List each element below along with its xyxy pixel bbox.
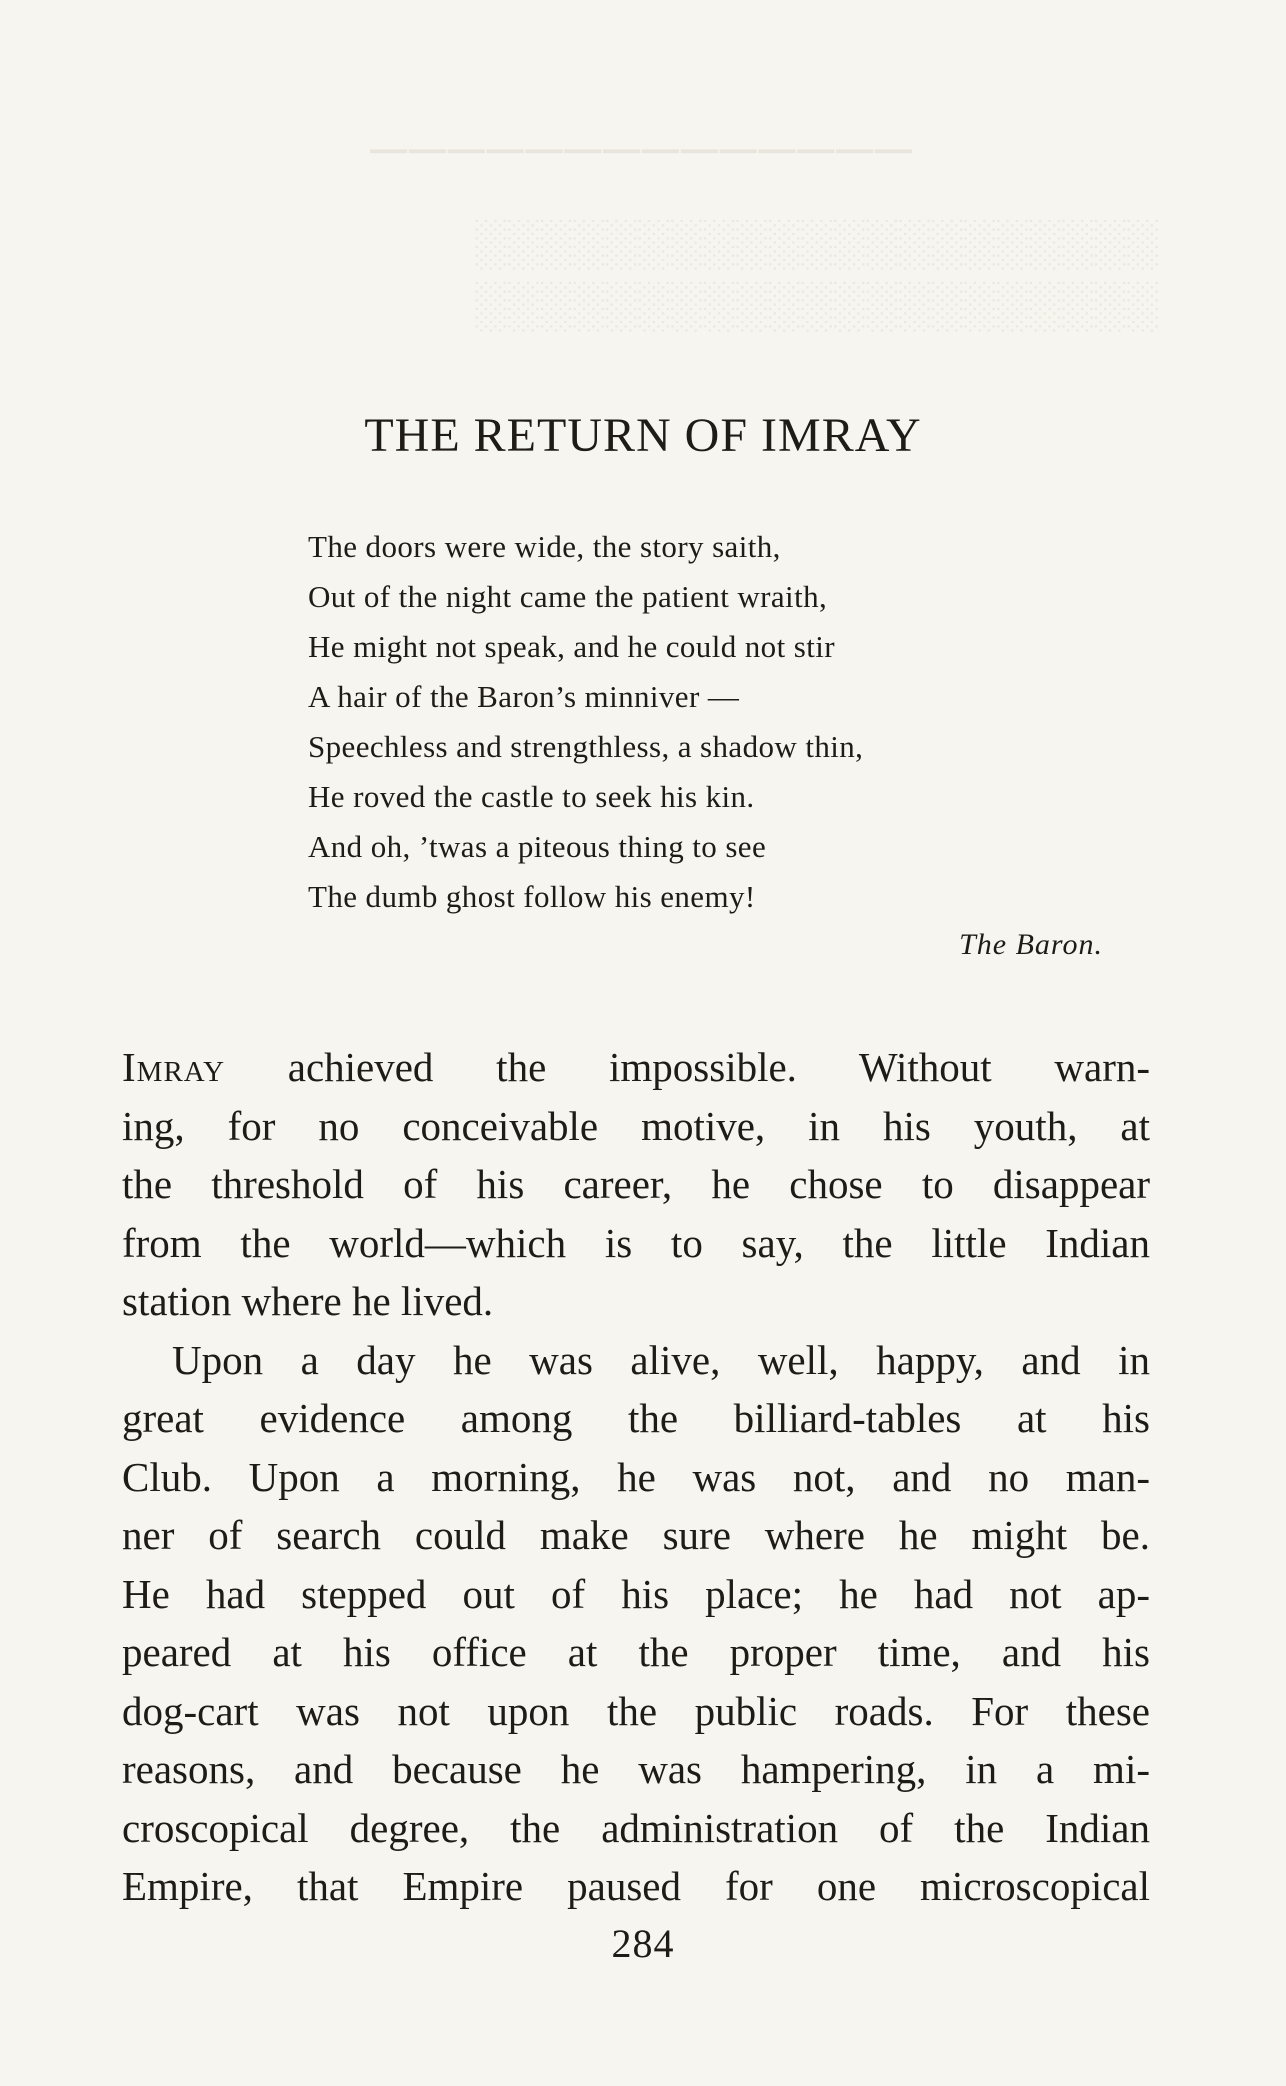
body-line-text: achieved the impossible. Without warn- — [225, 1044, 1150, 1090]
body-text — [122, 1038, 1150, 1916]
body-line: from the world—which is to say, the little Indian — [122, 1219, 1150, 1266]
body-line: station where he lived. — [122, 1278, 494, 1324]
verse-line: A hair of the Baron’s minniver — — [308, 679, 740, 714]
opening-word: Imray — [122, 1044, 226, 1090]
verse-line: He roved the castle to seek his kin. — [308, 779, 755, 814]
body-line: Empire, that Empire paused for one microscopical — [122, 1863, 1150, 1909]
body-line: ing, for no conceivable motive, in his youth, at — [122, 1102, 1150, 1149]
verse-line: Speechless and strengthless, a shadow thin, — [308, 729, 864, 764]
verse-line: Out of the night came the patient wraith, — [308, 579, 828, 614]
epigraph-attribution: The Baron. — [959, 928, 1103, 961]
body-line: great evidence among the billiard-tables at his — [122, 1395, 1150, 1441]
page-number: 284 — [611, 1921, 675, 1966]
verse-line: And oh, ’twas a piteous thing to see — [308, 829, 767, 864]
verse-line: He might not speak, and he could not stir — [308, 629, 835, 664]
body-line: Club. Upon a morning, he was not, and no man- — [122, 1453, 1150, 1500]
body-line: ner of search could make sure where he might be. — [122, 1512, 1150, 1558]
body-line: reasons, and because he was hampering, in a mi- — [122, 1746, 1150, 1792]
body-line: peared at his office at the proper time, and his — [122, 1629, 1150, 1675]
verse-line: The doors were wide, the story saith, — [308, 529, 781, 564]
body-line: Upon a day he was alive, well, happy, and in — [172, 1336, 1150, 1383]
body-line: the threshold of his career, he chose to disappear — [122, 1161, 1150, 1207]
body-line: croscopical degree, the administration of the Indian — [122, 1804, 1150, 1851]
body-line: dog-cart was not upon the public roads. For these — [122, 1687, 1150, 1734]
body-line: He had stepped out of his place; he had not ap- — [122, 1570, 1150, 1617]
verse-line: The dumb ghost follow his enemy! — [308, 879, 756, 914]
show-through-texture: ────────────── ░░░░░░░░░░░░░░░░░░░░░ ░░░░░░░░░░░░░░░░░░░░░ — [368, 122, 1160, 330]
body-line — [122, 1038, 1150, 1097]
epigraph-verse — [308, 522, 1108, 922]
chapter-title: THE RETURN OF IMRAY — [364, 409, 922, 462]
